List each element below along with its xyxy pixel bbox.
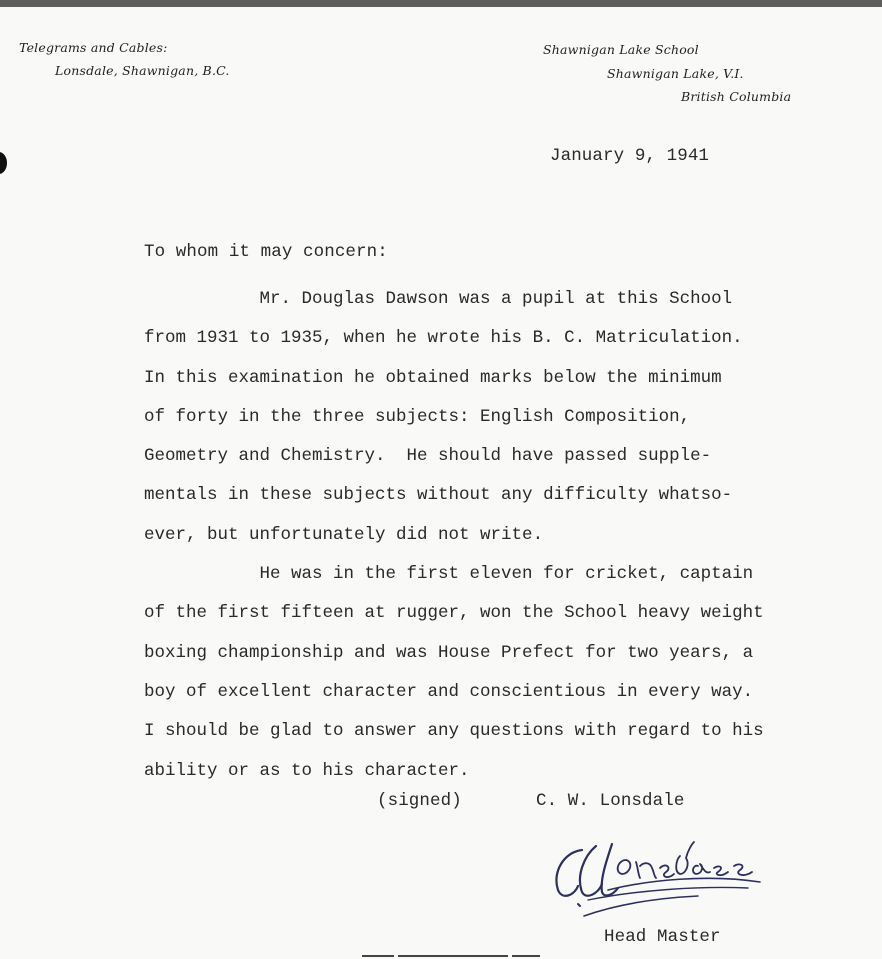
letterhead-school-province: British Columbia (681, 89, 792, 104)
signed-label: (signed) (377, 791, 462, 811)
body-line: Geometry and Chemistry. He should have passed supple- (144, 446, 712, 467)
body-line: from 1931 to 1935, when he wrote his B. C. Matriculation. (144, 328, 743, 349)
body-line: I should be glad to answer any questions with regard to his (144, 721, 764, 742)
body-line: boy of excellent character and conscientious in every way. (144, 681, 754, 702)
body-line: mentals in these subjects without any difficulty whatso- (144, 485, 733, 506)
letterhead-telegrams-label: Telegrams and Cables: (19, 40, 168, 55)
letter-date: January 9, 1941 (550, 146, 710, 166)
letterhead-school-town: Shawnigan Lake, V.I. (607, 66, 744, 81)
body-line: Mr. Douglas Dawson was a pupil at this School (144, 289, 733, 309)
salutation: To whom it may concern: (144, 242, 388, 262)
handwritten-signature (548, 838, 768, 922)
body-line: of the first fifteen at rugger, won the School heavy weight (144, 603, 764, 624)
top-edge-bar (0, 0, 882, 7)
signer-title: Head Master (604, 927, 721, 947)
body-line: of forty in the three subjects: English Composition, (144, 406, 691, 427)
body-line: He was in the first eleven for cricket, captain (144, 564, 754, 585)
body-line: boxing championship and was House Prefect for two years, a (144, 642, 754, 663)
letterhead-telegrams-address: Lonsdale, Shawnigan, B.C. (55, 63, 230, 78)
letter-body (144, 280, 764, 791)
body-line: ever, but unfortunately did not write. (144, 524, 544, 545)
letterhead-school-name: Shawnigan Lake School (543, 42, 699, 57)
body-line: In this examination he obtained marks below the minimum (144, 367, 722, 388)
signer-name: C. W. Lonsdale (536, 791, 685, 811)
body-line: ability or as to his character. (144, 760, 470, 781)
punch-hole (0, 152, 7, 174)
